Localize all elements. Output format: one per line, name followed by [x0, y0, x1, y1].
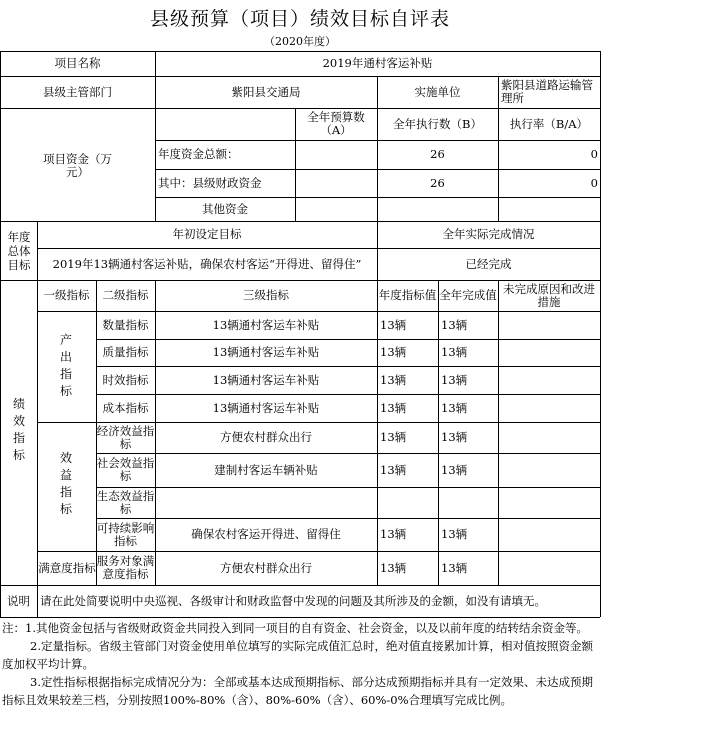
indicator-target: 13辆: [380, 345, 407, 359]
level2-header: 二级指标: [102, 288, 149, 302]
indicator-target: 13辆: [380, 372, 407, 387]
indicator-target: 13辆: [380, 400, 407, 415]
indicator-actual: 13辆: [441, 462, 468, 477]
footnote-3: 3.定性指标根据指标完成情况分为：全部或基本达成预期指标、部分达成预期指标并具有一定效果、未达成预期指标且效果较差三档，分别按照100%-80%（含）、80%-60%（含）、60%-0%合理填写完成比例。: [2, 675, 593, 707]
unit-label: 实施单位: [414, 84, 461, 99]
indicator-level3: 建制村客运车辆补贴: [214, 462, 318, 477]
indicator-actual: 13辆: [441, 400, 468, 415]
dept-label: 县级主管部门: [43, 84, 112, 99]
indicator-level2: 可持续影响指标: [96, 520, 155, 548]
funds-row-exec: 26: [430, 175, 445, 190]
goals-label: 年度总体目标: [7, 229, 31, 272]
footnote-1: 注：1.其他资金包括与省级财政资金共同投入到同一项目的自有资金、社会资金，以及以前年度的结转结余资金等。: [2, 621, 588, 635]
indicator-target: 13辆: [380, 527, 407, 541]
indicator-level2: 生态效益指标: [96, 488, 155, 516]
indicator-level3: 方便农村群众出行: [220, 560, 312, 575]
reason-header: 未完成原因和改进措施: [503, 281, 595, 309]
indicator-actual: 13辆: [441, 560, 468, 575]
budget-col-header: 全年预算数（A）: [307, 110, 365, 137]
rate-col-header: 执行率（B/A）: [509, 116, 589, 131]
form-title: 县级预算（项目）绩效目标自评表: [149, 8, 450, 30]
indicator-actual: 13辆: [441, 317, 468, 332]
funds-row-budget: [295, 140, 377, 169]
indicator-level3: 确保农村客运开得进、留得住: [191, 527, 341, 541]
actual-value-header: 全年完成值: [439, 288, 497, 302]
output-indicator-label: 产出指标: [59, 333, 72, 398]
dept-value: 紫阳县交通局: [231, 84, 301, 99]
indicator-target: 13辆: [380, 317, 407, 332]
indicator-level2: 经济效益指标: [96, 423, 155, 451]
indicator-target: 13辆: [380, 462, 407, 477]
indicator-level3: 13辆通村客运车补贴: [212, 372, 320, 387]
indicators-label: 绩效指标: [12, 397, 25, 462]
indicator-actual: [438, 487, 498, 518]
footnote-2: 2.定量指标。省级主管部门对资金使用单位填写的实际完成值汇总时，绝对值直接累加计算，相对值按照资金额度加权平均计算。: [2, 639, 593, 671]
actual-header: 全年实际完成情况: [442, 227, 535, 241]
level1-header: 一级指标: [43, 288, 90, 302]
exec-col-header: 全年执行数（B）: [393, 116, 482, 131]
actual-goal: 已经完成: [465, 256, 512, 271]
indicator-level2: 服务对象满意度指标: [96, 554, 155, 581]
indicator-level2: 社会效益指标: [96, 456, 155, 483]
indicator-level2: 质量指标: [102, 345, 149, 359]
satisfaction-indicator-label: 满意度指标: [38, 560, 96, 575]
indicator-level3: 13辆通村客运车补贴: [212, 317, 320, 332]
indicator-level2: 数量指标: [102, 317, 149, 332]
benefit-indicator-label: 效益指标: [59, 451, 72, 516]
target-header: 年度指标值: [378, 288, 437, 302]
indicator-level2: 时效指标: [102, 372, 149, 387]
indicator-actual: 13辆: [441, 345, 468, 359]
funds-row-exec: 26: [430, 147, 445, 161]
project-name: 2019年通村客运补贴: [322, 56, 433, 70]
form-year: （2020年度）: [264, 35, 336, 48]
indicator-target: 13辆: [380, 430, 407, 444]
indicator-level3: 方便农村群众出行: [220, 430, 312, 444]
level3-header: 三级指标: [243, 288, 289, 302]
indicator-actual: 13辆: [441, 527, 468, 541]
indicator-actual: 13辆: [441, 372, 468, 387]
explain-label: 说明: [7, 593, 30, 608]
indicator-level3: 13辆通村客运车补贴: [212, 345, 320, 359]
funds-row-rate: 0: [590, 175, 598, 190]
funds-row-label: 其中：县级财政资金: [158, 175, 262, 190]
funds-row-label: 年度资金总额：: [158, 147, 239, 161]
funds-row-budget: [295, 169, 377, 197]
footnotes: [2, 619, 600, 709]
funds-label: 项目资金（万元）: [43, 152, 112, 179]
indicator-level3: [155, 487, 377, 518]
indicator-actual: 13辆: [441, 430, 468, 444]
funds-row-exec: [377, 197, 498, 221]
unit-value: 紫阳县道路运输管理所: [501, 78, 593, 105]
indicator-level3: 13辆通村客运车补贴: [212, 400, 320, 415]
indicator-level2: 成本指标: [102, 400, 149, 415]
planned-header: 年初设定目标: [172, 227, 242, 241]
planned-goal: 2019年13辆通村客运补贴，确保农村客运“开得进、留得住”: [52, 256, 362, 271]
funds-row-rate: [498, 197, 600, 221]
funds-row-budget: [295, 197, 377, 221]
funds-row-label: 其他资金: [202, 201, 248, 216]
funds-row-rate: 0: [590, 147, 598, 161]
indicator-target: [377, 487, 438, 518]
explain-text: 请在此处简要说明中央巡视、各级审计和财政监督中发现的问题及其所涉及的金额，如没有请填无。: [40, 593, 546, 608]
project-name-label: 项目名称: [54, 56, 101, 70]
indicator-target: 13辆: [380, 560, 407, 575]
